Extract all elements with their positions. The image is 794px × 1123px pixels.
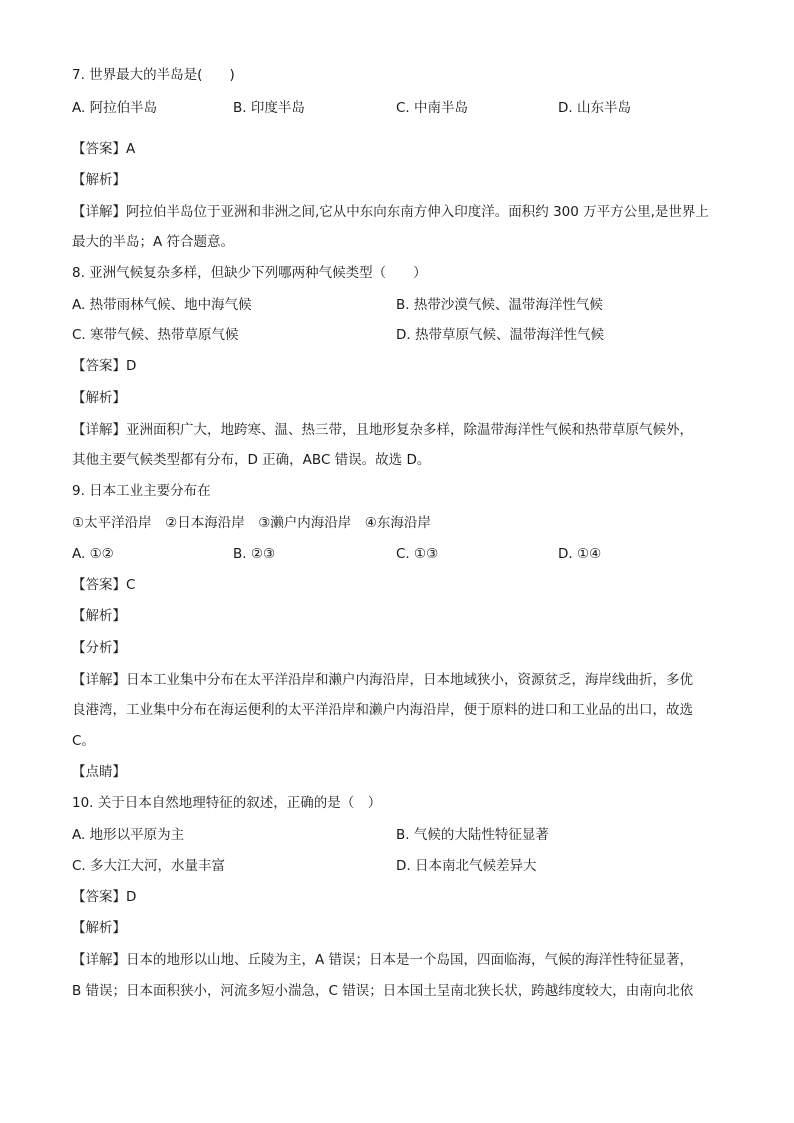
q10-option-c: C. 多大江大河，水量丰富 bbox=[72, 858, 226, 874]
q7-option-b: B. 印度半岛 bbox=[233, 100, 305, 116]
q10-option-a: A. 地形以平原为主 bbox=[72, 827, 185, 843]
q9-detail-line-2: 良港湾，工业集中分布在海运便利的太平洋沿岸和濑户内海沿岸，便于原料的进口和工业品的出口，故选 bbox=[72, 702, 693, 718]
q9-analysis: 【解析】 bbox=[72, 608, 126, 624]
question-10-stem: 10. 关于日本自然地理特征的叙述，正确的是（ ） bbox=[72, 795, 382, 811]
q9-option-c: C. ①③ bbox=[396, 546, 439, 562]
q9-detail-line-3: C。 bbox=[72, 733, 95, 749]
q9-option-d: D. ①④ bbox=[558, 546, 602, 562]
question-8-stem: 8. 亚洲气候复杂多样，但缺少下列哪两种气候类型（ ） bbox=[72, 265, 427, 281]
question-9-stem: 9. 日本工业主要分布在 bbox=[72, 483, 211, 499]
q10-detail-line-1: 【详解】日本的地形以山地、丘陵为主，A 错误；日本是一个岛国，四面临海，气候的海洋性特征显著， bbox=[72, 952, 694, 968]
q7-detail-line-1: 【详解】阿拉伯半岛位于亚洲和非洲之间,它从中东向东南方伸入印度洋。面积约 300 万平方公里,是世界上 bbox=[72, 204, 709, 220]
q7-option-a: A. 阿拉伯半岛 bbox=[72, 100, 158, 116]
q7-analysis: 【解析】 bbox=[72, 172, 126, 188]
q8-analysis: 【解析】 bbox=[72, 390, 126, 406]
q7-option-d: D. 山东半岛 bbox=[558, 100, 631, 116]
q7-option-c: C. 中南半岛 bbox=[396, 100, 469, 116]
q10-option-b: B. 气候的大陆性特征显著 bbox=[396, 827, 549, 843]
q10-answer: 【答案】D bbox=[72, 889, 137, 905]
q10-option-d: D. 日本南北气候差异大 bbox=[396, 858, 537, 874]
question-7-stem: 7. 世界最大的半岛是( ) bbox=[72, 67, 235, 83]
q9-option-a: A. ①② bbox=[72, 546, 114, 562]
q8-option-a: A. 热带雨林气候、地中海气候 bbox=[72, 297, 252, 313]
q9-option-b: B. ②③ bbox=[233, 546, 276, 562]
q9-fenxi: 【分析】 bbox=[72, 640, 126, 656]
q8-detail-line-1: 【详解】亚洲面积广大，地跨寒、温、热三带，且地形复杂多样，除温带海洋性气候和热带草原气候外， bbox=[72, 422, 693, 438]
q7-detail-line-2: 最大的半岛；A 符合题意。 bbox=[72, 234, 235, 250]
q7-answer: 【答案】A bbox=[72, 141, 136, 157]
q8-option-d: D. 热带草原气候、温带海洋性气候 bbox=[396, 327, 604, 343]
q9-dianjing: 【点睛】 bbox=[72, 764, 126, 780]
q9-detail-line-1: 【详解】日本工业集中分布在太平洋沿岸和濑户内海沿岸，日本地域狭小，资源贫乏，海岸线曲折，多优 bbox=[72, 672, 693, 688]
q8-detail-line-2: 其他主要气候类型都有分布，D 正确，ABC 错误。故选 D。 bbox=[72, 452, 431, 468]
q9-items: ①太平洋沿岸 ②日本海沿岸 ③濑户内海沿岸 ④东海沿岸 bbox=[72, 515, 431, 531]
q8-option-b: B. 热带沙漠气候、温带海洋性气候 bbox=[396, 297, 603, 313]
q10-detail-line-2: B 错误；日本面积狭小，河流多短小湍急，C 错误；日本国土呈南北狭长状，跨越纬度较大，由南向北依 bbox=[72, 983, 694, 999]
q9-answer: 【答案】C bbox=[72, 577, 136, 593]
q8-option-c: C. 寒带气候、热带草原气候 bbox=[72, 327, 239, 343]
q8-answer: 【答案】D bbox=[72, 358, 137, 374]
q10-analysis: 【解析】 bbox=[72, 920, 126, 936]
